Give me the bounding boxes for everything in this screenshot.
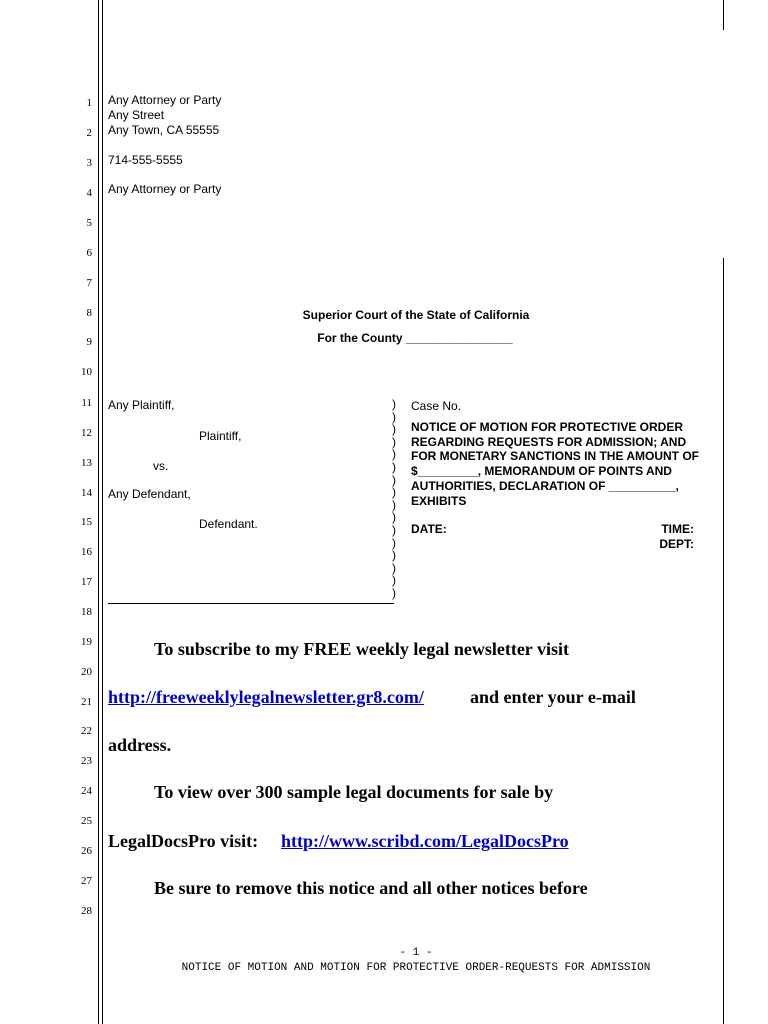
caption-paren: ) — [392, 434, 396, 449]
line-number: 5 — [86, 217, 92, 229]
line-number: 1 — [86, 97, 92, 109]
line-number: 21 — [81, 696, 92, 708]
caption-paren: ) — [392, 409, 396, 424]
line-number: 11 — [81, 397, 92, 409]
case-number-label: Case No. — [411, 399, 462, 413]
plaintiff-name: Any Plaintiff, — [108, 398, 175, 412]
line-number: 18 — [81, 606, 92, 618]
date-label: DATE: — [411, 522, 447, 536]
caption-paren: ) — [392, 422, 396, 437]
notice-title: NOTICE OF MOTION FOR PROTECTIVE ORDER REGARDING REQUESTS FOR ADMISSION; AND FOR MONETARY SANCTIONS IN THE AMOUNT OF $_________, MEMORANDUM OF POINTS AND AUTHORITIES, DECLARATION OF __________, EXHIBITS — [411, 420, 699, 508]
line-number: 14 — [81, 487, 92, 499]
versus: vs. — [153, 459, 169, 473]
right-margin-line — [723, 0, 724, 30]
line-number: 22 — [81, 725, 92, 737]
court-name: Superior Court of the State of California — [302, 308, 530, 322]
line-number: 20 — [81, 666, 92, 678]
caption-paren: ) — [392, 472, 396, 487]
line-number: 19 — [81, 636, 92, 648]
line-number: 12 — [81, 427, 92, 439]
line-number: 16 — [81, 546, 92, 558]
remove-notice-text: Be sure to remove this notice and all other notices before — [154, 878, 588, 898]
line-number: 10 — [81, 366, 92, 378]
defendant-name: Any Defendant, — [108, 487, 191, 501]
caption-paren: ) — [392, 485, 396, 500]
attorney-city: Any Town, CA 55555 — [108, 123, 220, 137]
line-number: 24 — [81, 785, 92, 797]
line-number: 8 — [86, 307, 92, 319]
page-number: - 1 - — [399, 947, 433, 959]
line-number: 13 — [81, 457, 92, 469]
line-number: 2 — [86, 127, 92, 139]
line-number: 27 — [81, 875, 92, 887]
caption-paren: ) — [392, 586, 396, 600]
line-number: 15 — [81, 516, 92, 528]
line-number: 4 — [86, 187, 92, 199]
caption-paren: ) — [392, 523, 396, 537]
footer-title: NOTICE OF MOTION AND MOTION FOR PROTECTIVE ORDER-REQUESTS FOR ADMISSION — [181, 962, 651, 974]
caption-rule — [108, 603, 394, 604]
right-margin-line-lower — [723, 258, 724, 1024]
line-number: 17 — [81, 576, 92, 588]
line-number: 23 — [81, 755, 92, 767]
line-number: 7 — [86, 277, 92, 289]
plaintiff-role: Plaintiff, — [199, 429, 242, 443]
line-number: 28 — [81, 905, 92, 917]
dept-label: DEPT: — [659, 537, 694, 551]
line-number: 3 — [86, 157, 92, 169]
caption-paren: ) — [392, 497, 396, 512]
caption-paren: ) — [392, 447, 396, 462]
line-number: 6 — [86, 247, 92, 259]
caption-paren: ) — [392, 535, 396, 550]
attorney-name: Any Attorney or Party — [108, 93, 222, 107]
caption-paren: ) — [392, 560, 396, 575]
caption-paren: ) — [392, 460, 396, 474]
left-margin-line-outer — [98, 0, 99, 1024]
court-county: For the County ________________ — [317, 331, 513, 345]
attorney-phone: 714-555-5555 — [108, 153, 183, 167]
newsletter-link[interactable]: http://freeweeklylegalnewsletter.gr8.com/ — [108, 687, 424, 707]
defendant-role: Defendant. — [199, 517, 258, 531]
time-label: TIME: — [661, 522, 694, 536]
line-number: 25 — [81, 815, 92, 827]
caption-paren: ) — [392, 510, 396, 525]
caption-paren: ) — [392, 573, 396, 588]
scribd-link[interactable]: http://www.scribd.com/LegalDocsPro — [281, 831, 569, 851]
caption-paren: ) — [392, 397, 396, 411]
attorney-for: Any Attorney or Party — [108, 182, 222, 196]
caption-paren: ) — [392, 548, 396, 563]
attorney-street: Any Street — [108, 108, 165, 122]
subscribe-text: To subscribe to my FREE weekly legal newsletter visit — [154, 639, 569, 659]
line-number: 9 — [86, 336, 92, 348]
enter-email-text: and enter your e-mail — [470, 687, 636, 707]
view-documents-text: To view over 300 sample legal documents for sale by — [154, 782, 554, 802]
left-margin-line-inner — [102, 0, 103, 1024]
legaldocs-label: LegalDocsPro visit: — [108, 831, 259, 851]
line-number: 26 — [81, 845, 92, 857]
address-text: address. — [108, 735, 172, 755]
